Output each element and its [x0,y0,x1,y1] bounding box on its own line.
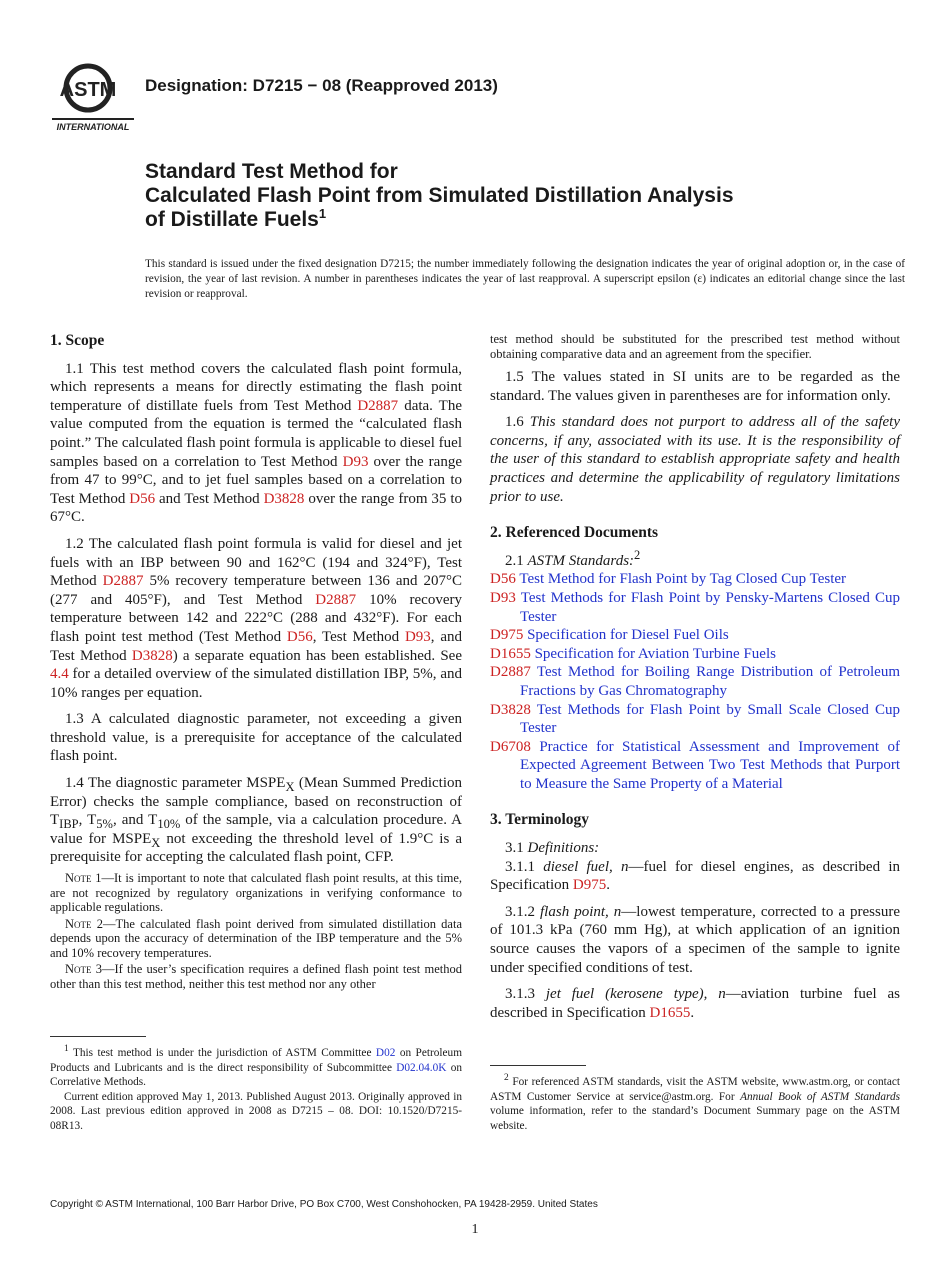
scope-1-6: 1.6 This standard does not purport to address all of the safety concerns, if any, associated with its use. It is the responsibility of the user of this standard to establish appropriate safety and health practices and determine the applicability of regulatory limitations prior to use. [490,414,900,505]
footnote-1: $^1$ This test method is under the jurisdiction of ASTM Committee D02 on Petroleum Products and Lubricants and is the direct responsibility of Subcommittee D02.04.0K on Correlative Methods. Current edition approved May 1, 2013. Published August 2013. Originally approved in 2008. Last previous edition approved in 2008 as D7215 – 08. DOI: 10.1520/D7215-08R13. [50,1044,462,1132]
note-3-continued: test method should be substituted for the prescribed test method without obtaining comparative data and an agreement from the specifier. [490,332,900,361]
ref-link-d3828[interactable]: D3828 [131,647,173,664]
scope-1-5: 1.5 The values stated in SI units are to be regarded as the standard. The values given in parentheses are for information only. [490,369,900,404]
referenced-list [490,570,900,793]
ref-link-d56[interactable]: D56 [286,628,313,645]
definition-diesel-fuel: 3.1.1 diesel fuel, n—fuel for diesel engines, as described in Specification D975. [490,858,900,894]
intro-paragraph: This standard is issued under the fixed designation D7215; the number immediately following the designation indicates the year of original adoption or, in the case of revision, the year of last revision. A number in parentheses indicates the year of last reapproval. A superscript epsilon (ε) indicates an editorial change since the last revision or reapproval. [145,258,905,300]
footnote-rule-right [490,1065,586,1066]
ref-link-section-4-4[interactable]: 4.4 [50,666,69,683]
referenced-heading: 2. Referenced Documents [490,524,659,542]
ref-link-d3828[interactable]: D3828 [263,490,305,507]
ref-link-d02-04-0k[interactable]: D02.04.0K [396,1061,447,1074]
ref-link-d2887[interactable]: D2887 [315,591,357,608]
title-line-1: Standard Test Method for [145,160,398,183]
ref-item[interactable]: D93 Test Methods for Flash Point by Pensky-Martens Closed Cup Tester [490,589,900,625]
definitions-subhead: 3.1 Definitions: [505,840,600,857]
ref-item[interactable]: D6708 Practice for Statistical Assessment and Improvement of Expected Agreement Between Two Test Methods that Purport to Measure the Same Property of a Material [490,738,901,792]
scope-1-4: 1.4 The diagnostic parameter $MSPE_X$ (Mean Summed Prediction Error) checks the sample compliance, based on reconstruction of $T_{IBP}$, $T_{5\%}$, and $T_{10\%}$ of the sample, via a calculation procedure. A value for $MSPE_X$ not exceeding the threshold level of 1.9°C is a prerequisite for accepting the calculated flash point, CFP. [50,775,462,866]
ref-link-d93[interactable]: D93 [404,628,431,645]
ref-link-d02[interactable]: D02 [375,1047,396,1059]
scope-1-3: 1.3 A calculated diagnostic parameter, not exceeding a given threshold value, is a prerequisite for acceptance of the calculated flash point. [50,711,462,765]
document-title [145,160,845,232]
title-footnote-mark[interactable]: 1 [318,206,327,221]
designation: Designation: D7215 − 08 (Reapproved 2013) [145,76,498,95]
astm-standards-subhead: 2.1 ASTM Standards:$^2$ [505,547,641,569]
ref-link-d56[interactable]: D56 [129,490,156,507]
svg-text:ASTM: ASTM [59,79,117,101]
footnote-2: $^2$ For referenced ASTM standards, visit the ASTM website, www.astm.org, or contact ASTM Customer Service at service@astm.org. For Annual Book of ASTM Standards volume information, refer to the standard’s Document Summary page on the ASTM website. [490,1073,900,1132]
logo-text: INTERNATIONAL [56,122,130,132]
ref-link-d1655[interactable]: D1655 [649,1004,691,1021]
definition-jet-fuel: 3.1.3 jet fuel (kerosene type), n—aviation turbine fuel as described in Specification D1655. [490,986,901,1021]
note-2: Note 2—The calculated flash point derived from simulated distillation data depends upon the accuracy of determination of the IBP temperature and the 5% and 10% recovery temperatures. [50,916,462,960]
definition-flash-point: 3.1.2 flash point, n—lowest temperature, corrected to a pressure of 101.3 kPa (760 mm Hg), at which application of an ignition source causes the vapors of a specimen of the sample to ignite under specified conditions of test. [490,903,900,976]
ref-item[interactable]: D56 Test Method for Flash Point by Tag Closed Cup Tester [490,571,847,588]
ref-item[interactable]: D975 Specification for Diesel Fuel Oils [490,627,729,644]
ref-link-d975[interactable]: D975 [572,877,607,894]
note-3: Note 3—If the user’s specification requires a defined flash point test method other than this test method, neither this test method nor any other [50,962,462,991]
scope-heading: 1. Scope [50,332,105,349]
footnote-1-edition: Current edition approved May 1, 2013. Published August 2013. Originally approved in 2008. Last previous edition approved in 2008 as D7215 – 08. DOI: 10.1520/D7215-08R13. [50,1090,462,1132]
ref-link-d2887[interactable]: D2887 [357,397,399,414]
footnote-rule-left [50,1036,146,1037]
scope-1-1: 1.1 This test method covers the calculated flash point formula, which represents a means for directly estimating the flash point temperature of distillate fuels from Test Method D2887 data. The value computed from the equation is termed the “calculated flash point.” The calculated flash point formula is applicable to diesel fuel samples based on a correlation to Test Method D93 over the range from 47 to 99°C, and to jet fuel samples based on a correlation to Test Method D56 and Test Method D3828 over the range from 35 to 67°C. [50,360,462,526]
ref-item[interactable]: D1655 Specification for Aviation Turbine Fuels [490,645,776,662]
ref-link-d2887[interactable]: D2887 [102,573,144,590]
note-1: Note 1—It is important to note that calculated flash point results, at this time, are not recognized by regulatory organizations in verifying conformance to applicable regulations. [50,871,462,915]
terminology-heading: 3. Terminology [490,811,590,829]
ref-item[interactable]: D3828 Test Methods for Flash Point by Small Scale Closed Cup Tester [490,701,901,737]
ref-link-d93[interactable]: D93 [342,453,369,470]
title-line-3: of Distillate Fuels$^1$ [145,206,327,231]
copyright: Copyright © ASTM International, 100 Barr Harbor Drive, PO Box C700, West Conshohocken, PA 19428-2959. United States [50,1199,598,1210]
right-column [490,332,900,1030]
ref-item[interactable]: D2887 Test Method for Boiling Range Distribution of Petroleum Fractions by Gas Chromatography [490,664,900,699]
astm-logo [52,58,134,134]
scope-1-2: 1.2 The calculated flash point formula is valid for diesel and jet fuels with an IBP between 90 and 162°C (194 and 324°F), Test Method D2887 5% recovery temperature between 136 and 207°C (277 and 405°F), and Test Method D2887 10% recovery temperature between 142 and 222°C (288 and 432°F). For each flash point test method (Test Method D56, Test Method D93, and Test Method D3828) a separate equation has been established. See 4.4 for a detailed overview of the simulated distillation IBP, 5%, and 10% ranges per equation. [50,535,462,701]
astm-logo-icon [52,58,134,134]
title-line-2: Calculated Flash Point from Simulated Distillation Analysis [145,184,734,207]
left-column [50,332,462,993]
page-number: 1 [471,1222,479,1237]
